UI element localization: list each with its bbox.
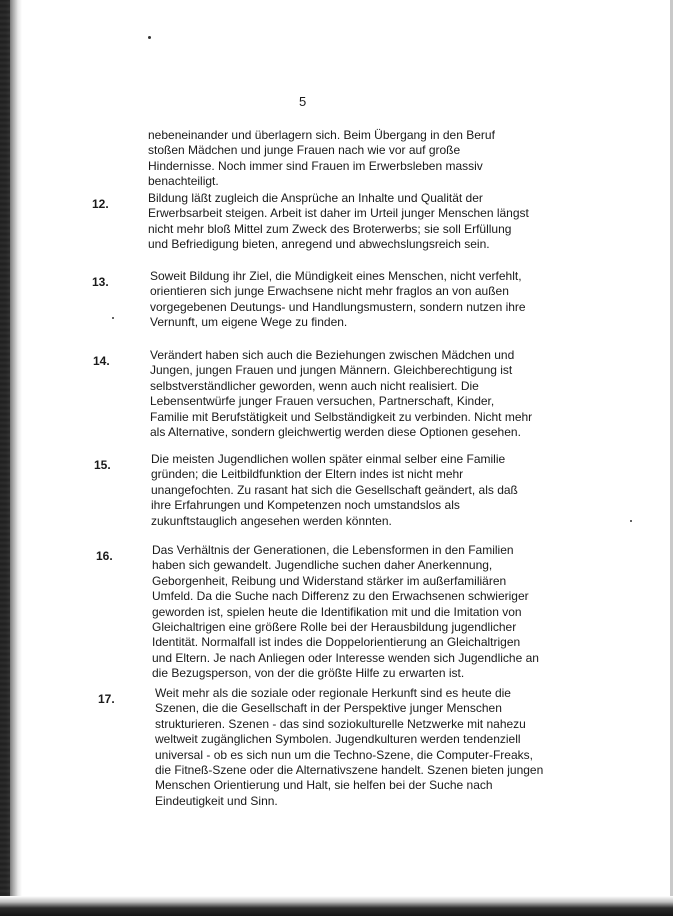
scan-speck xyxy=(630,520,632,522)
paragraph-text: Verändert haben sich auch die Beziehungen zwischen Mädchen und Jungen, jungen Frauen und jungen Männern. Gleichberechtigung ist selbstverständlicher geworden, wenn auch nicht realisiert. Die Lebensentwürfe junger Frauen versuchen, Partnerschaft, Kinder, Familie mit Berufstätigkeit und Selbständigkeit zu verbinden. Nicht mehr als Alternative, sondern gleichwertig werden diese Optionen gesehen. xyxy=(150,348,533,440)
paragraph-text: Bildung läßt zugleich die Ansprüche an Inhalte und Qualität der Erwerbsarbeit steigen. Arbeit ist daher im Urteil junger Menschen längst nicht mehr bloß Mittel zum Zweck des Broterwerbs; sie soll Erfüllung und Befriedigung bieten, anregend und abwechslungsreich sein. xyxy=(148,191,529,252)
paragraph-text: Weit mehr als die soziale oder regionale Herkunft sind es heute die Szenen, die die Gesellschaft in der Perspektive junger Menschen strukturieren. Szenen - das sind soziokulturelle Netzwerke mit nahezu weltweit zugänglichen Symbolen. Jugendkulturen werden tendenziell universal - ob es sich nun um die Techno-Szene, die Computer-Freaks, die Fitneß-Szene oder die Alternativszene handelt. Szenen bieten jungen Menschen Orientierung und Halt, sie helfen bei der Suche nach Eindeutigkeit und Sinn. xyxy=(155,686,544,808)
scan-edge-bottom xyxy=(0,896,673,916)
scan-speck xyxy=(148,36,151,39)
paragraph-number: 15. xyxy=(94,458,111,472)
scan-speck xyxy=(112,317,114,319)
paragraph-number: 12. xyxy=(92,197,109,211)
page-number: 5 xyxy=(299,94,307,109)
paragraph-number: 13. xyxy=(92,275,109,289)
scan-edge-shadow xyxy=(0,0,10,916)
continuation-paragraph: nebeneinander und überlagern sich. Beim Übergang in den Beruf stoßen Mädchen und junge Frauen nach wie vor auf große Hindernisse. Noch immer sind Frauen im Erwerbsleben massiv benachteiligt. xyxy=(148,128,495,189)
paragraph-text: Das Verhältnis der Generationen, die Lebensformen in den Familien haben sich gewandelt. Jugendliche suchen daher Anerkennung, Geborgenheit, Reibung und Widerstand stärker im außerfamiliären Umfeld. Da die Suche nach Differenz zu den Erwachsenen schwieriger geworden ist, spielen heute die Identifikation mit und die Imitation von Gleichaltrigen eine größere Rolle bei der Herausbildung jugendlicher Identität. Normalfall ist indes die Doppelorientierung an Gleichaltrigen und Eltern. Je nach Anliegen oder Interesse wenden sich Jugendliche an die Bezugsperson, von der die größte Hilfe zu erwarten ist. xyxy=(152,543,539,681)
paragraph-number: 14. xyxy=(93,354,110,368)
paragraph-text: Soweit Bildung ihr Ziel, die Mündigkeit eines Menschen, nicht verfehlt, orientieren sich junge Erwachsene nicht mehr fraglos an von außen vorgegebenen Deutungs- und Handlungsmustern, sondern nutzen ihre Vernunft, um eigene Wege zu finden. xyxy=(150,269,526,330)
paragraph-text: Die meisten Jugendlichen wollen später einmal selber eine Familie gründen; die Leitbildfunktion der Eltern indes ist nicht mehr unangefochten. Zu rasant hat sich die Gesellschaft geändert, als daß ihre Erfahrungen und Kompetenzen noch umstandslos als zukunftstauglich angesehen werden könnten. xyxy=(151,452,518,528)
paragraph-number: 16. xyxy=(96,549,113,563)
paragraph-number: 17. xyxy=(98,692,115,706)
